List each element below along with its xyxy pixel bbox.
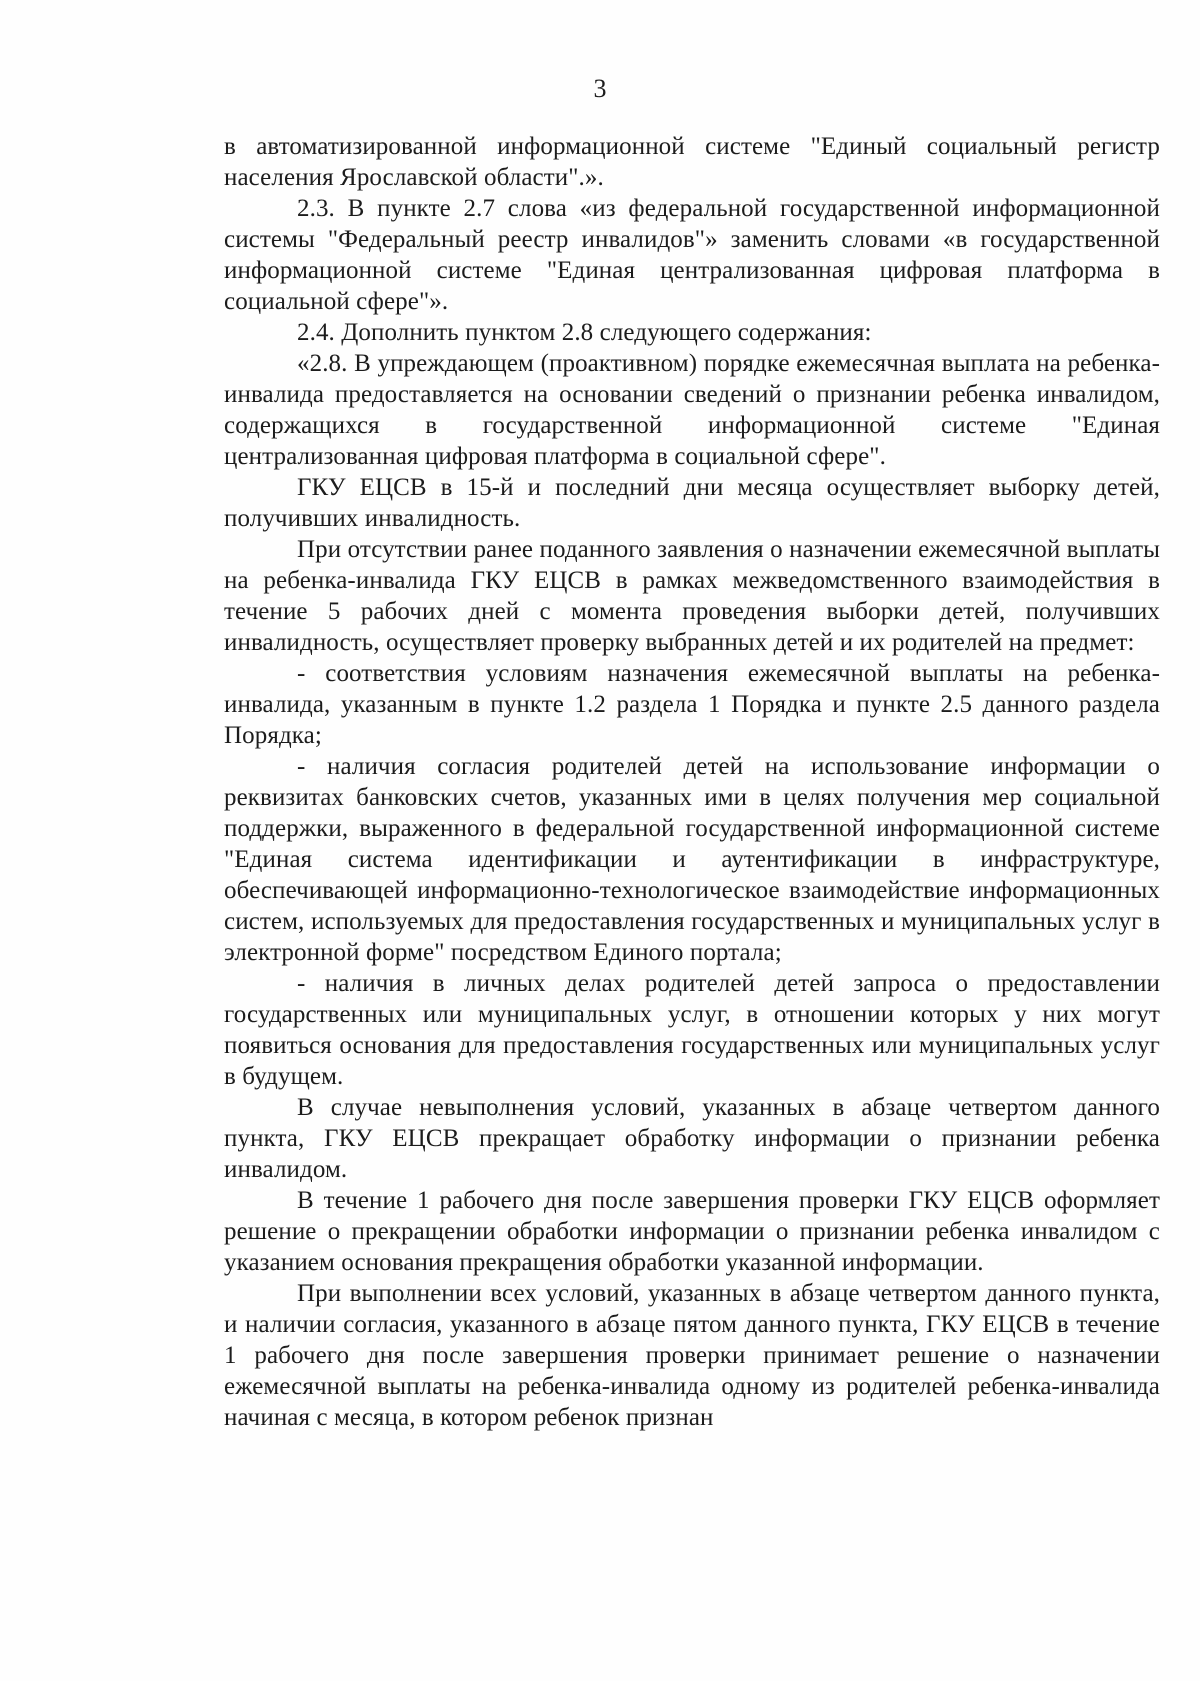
paragraph-selection: ГКУ ЕЦСВ в 15-й и последний дни месяца осуществляет выборку детей, получивших инвалидность. [224,474,1160,532]
list-item-request: - наличия в личных делах родителей детей запроса о предоставлении государственных или муниципальных услуг, в отношении которых у них могут появиться основания для предоставления государственных или муниципальных услуг в будущем. [224,970,1160,1090]
paragraph-assignment-decision: При выполнении всех условий, указанных в абзаце четвертом данного пункта, и наличии согласия, указанного в абзаце пятом данного пункта, ГКУ ЕЦСВ в течение 1 рабочего дня после завершения проверки принимает решение о назначении ежемесячной выплаты на ребенка-инвалида одному из родителей ребенка-инвалида начиная с месяца, в котором ребенок признан [224,1280,1160,1431]
list-item-conditions: - соответствия условиям назначения ежемесячной выплаты на ребенка-инвалида, указанным в пункте 1.2 раздела 1 Порядка и пункте 2.5 данного раздела Порядка; [224,660,1160,749]
page-number: 3 [593,74,607,103]
paragraph-verification: При отсутствии ранее поданного заявления о назначении ежемесячной выплаты на ребенка-инвалида ГКУ ЕЦСВ в рамках межведомственного взаимодействия в течение 5 рабочих дней с момента проведения выборки детей, получивших инвалидность, осуществляет проверку выбранных детей и их родителей на предмет: [224,536,1160,656]
document-body [224,131,1160,1433]
paragraph-clause-2-3: 2.3. В пункте 2.7 слова «из федеральной государственной информационной системы "Федеральный реестр инвалидов"» заменить словами «в государственной информационной системе "Единая централизованная цифровая платформа в социальной сфере"». [224,195,1160,315]
paragraph-termination-decision: В течение 1 рабочего дня после завершения проверки ГКУ ЕЦСВ оформляет решение о прекращении обработки информации о признании ребенка инвалидом с указанием основания прекращения обработки указанной информации. [224,1187,1160,1276]
paragraph-clause-2-8: «2.8. В упреждающем (проактивном) порядке ежемесячная выплата на ребенка-инвалида предоставляется на основании сведений о признании ребенка инвалидом, содержащихся в государственной информационной системе "Единая централизованная цифровая платформа в социальной сфере". [224,350,1160,470]
paragraph-clause-2-4: 2.4. Дополнить пунктом 2.8 следующего содержания: [297,319,872,346]
paragraph-termination: В случае невыполнения условий, указанных в абзаце четвертом данного пункта, ГКУ ЕЦСВ прекращает обработку информации о признании ребенка инвалидом. [224,1094,1160,1183]
list-item-consent: - наличия согласия родителей детей на использование информации о реквизитах банковских счетов, указанных ими в целях получения мер социальной поддержки, выраженного в федеральной государственной информационной системе "Единая система идентификации и аутентификации в инфраструктуре, обеспечивающей информационно-технологическое взаимодействие информационных систем, используемых для предоставления государственных и муниципальных услуг в электронной форме" посредством Единого портала; [224,753,1160,966]
paragraph-continuation: в автоматизированной информационной системе "Единый социальный регистр населения Ярославской области".». [224,133,1160,191]
